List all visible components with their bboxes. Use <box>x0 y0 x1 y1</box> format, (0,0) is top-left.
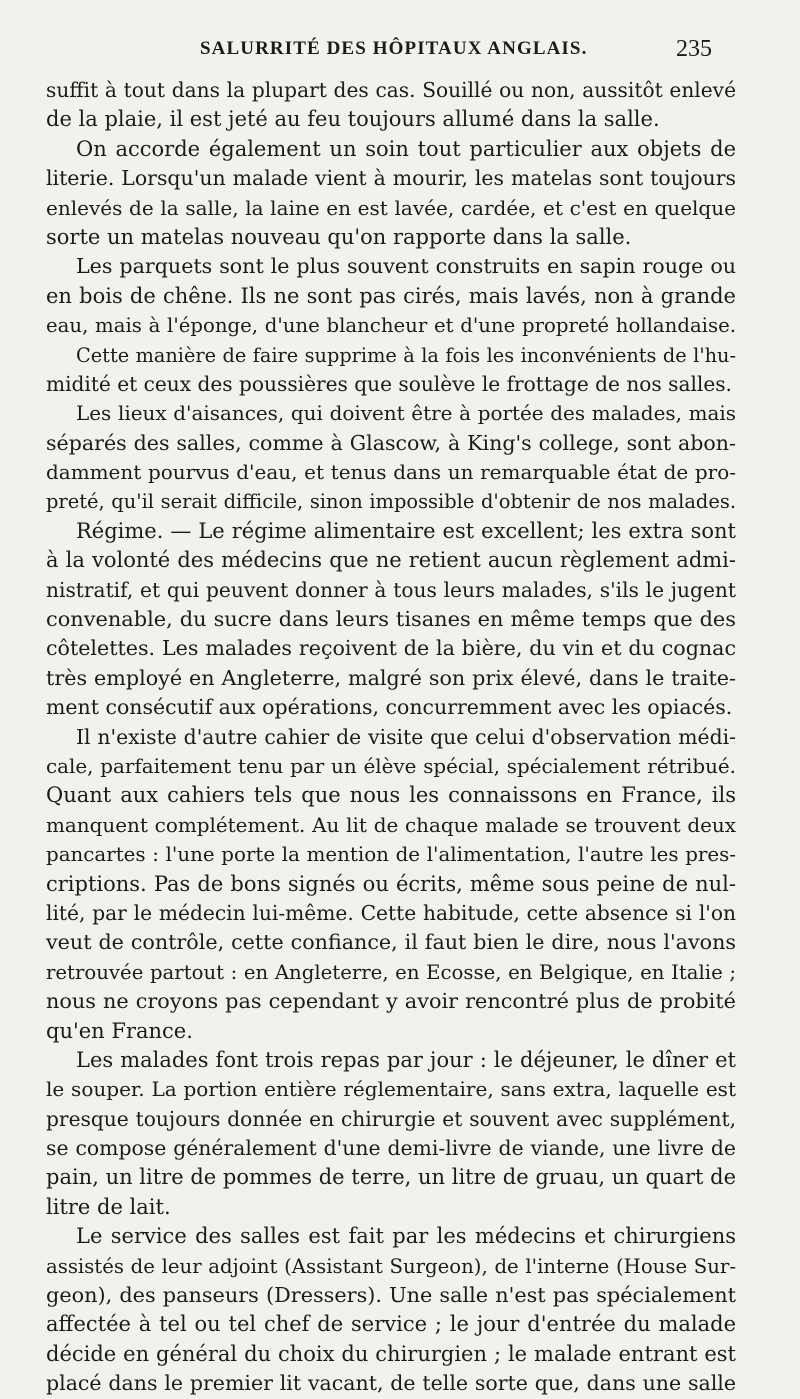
text-line: sorte un matelas nouveau qu'on rapporte dans la salle. <box>46 224 632 249</box>
text-line: preté, qu'il serait difficile, sinon impossible d'obtenir de nos malades. <box>46 490 736 514</box>
text-line: nistratif, et qui peuvent donner à tous leurs malades, s'ils le jugent <box>46 577 736 602</box>
text-line: à la volonté des médecins que ne retient aucun règlement admi- <box>46 548 736 573</box>
text-line: manquent complétement. Au lit de chaque malade se trouvent deux <box>46 812 736 837</box>
running-head: SALURRITÉ DES HÔPITAUX ANGLAIS. <box>200 38 588 59</box>
text-line: Cette manière de faire supprime à la fois les inconvénients de l'hu- <box>76 343 736 367</box>
text-line: enlevés de la salle, la laine en est lavée, cardée, et c'est en quelque <box>46 195 736 220</box>
text-line: côtelettes. Les malades reçoivent de la bière, du vin et du cognac <box>46 636 736 661</box>
text-line: affectée à tel ou tel chef de service ; le jour d'entrée du malade <box>46 1312 736 1337</box>
page-header <box>0 36 800 68</box>
text-line: ment consécutif aux opérations, concurremment avec les opiacés. <box>46 695 733 720</box>
text-line: séparés des salles, comme à Glascow, à King's college, sont abon- <box>46 430 736 455</box>
text-line: Régime. — Le régime alimentaire est excellent; les extra sont <box>76 518 736 543</box>
text-line: veut de contrôle, cette confiance, il faut bien le dire, nous l'avons <box>46 930 736 955</box>
text-line: suffit à tout dans la plupart des cas. Souillé ou non, aussitôt enlevé <box>46 78 736 102</box>
text-line: le souper. La portion entière réglementaire, sans extra, laquelle est <box>46 1077 736 1102</box>
text-line: convenable, du sucre dans leurs tisanes en même temps que des <box>46 607 736 632</box>
text-line: Les malades font trois repas par jour : le déjeuner, le dîner et <box>76 1047 736 1072</box>
page-number: 235 <box>676 36 712 62</box>
text-line: placé dans le premier lit vacant, de telle sorte que, dans une salle <box>46 1371 736 1396</box>
text-line: presque toujours donnée en chirurgie et souvent avec supplément, <box>46 1106 736 1131</box>
text-line: pain, un litre de pommes de terre, un litre de gruau, un quart de <box>46 1165 736 1190</box>
text-line: litre de lait. <box>46 1194 171 1219</box>
text-line: eau, mais à l'éponge, d'une blancheur et d'une propreté hollandaise. <box>46 314 736 338</box>
text-line: midité et ceux des poussières que soulève le frottage de nos salles. <box>46 371 732 396</box>
text-line: nous ne croyons pas cependant y avoir rencontré plus de probité <box>46 989 736 1014</box>
text-line: retrouvée partout : en Angleterre, en Ecosse, en Belgique, en Italie ; <box>46 960 736 984</box>
text-line: Quant aux cahiers tels que nous les connaissons en France, ils <box>46 783 736 808</box>
text-line: en bois de chêne. Ils ne sont pas cirés, mais lavés, non à grande <box>46 283 736 308</box>
text-line: damment pourvus d'eau, et tenus dans un remarquable état de pro- <box>46 460 736 485</box>
text-line: lité, par le médecin lui-même. Cette habitude, cette absence si l'on <box>46 900 736 925</box>
text-line: Les parquets sont le plus souvent construits en sapin rouge ou <box>76 254 736 279</box>
text-line: pancartes : l'une porte la mention de l'alimentation, l'autre les pres- <box>46 843 736 867</box>
text-line: décide en général du choix du chirurgien ; le malade entrant est <box>46 1341 736 1366</box>
text-line: literie. Lorsqu'un malade vient à mourir, les matelas sont toujours <box>46 166 736 191</box>
text-line: assistés de leur adjoint (Assistant Surgeon), de l'interne (House Sur- <box>46 1254 736 1278</box>
text-line: Il n'existe d'autre cahier de visite que celui d'observation médi- <box>76 724 736 749</box>
text-line: de la plaie, il est jeté au feu toujours allumé dans la salle. <box>46 107 660 132</box>
text-line: qu'en France. <box>46 1018 193 1043</box>
text-line: On accorde également un soin tout particulier aux objets de <box>76 136 736 161</box>
text-line: Le service des salles est fait par les médecins et chirurgiens <box>76 1224 736 1249</box>
text-line: geon), des panseurs (Dressers). Une salle n'est pas spécialement <box>46 1283 736 1308</box>
text-line: se compose généralement d'une demi-livre de viande, une livre de <box>46 1136 736 1161</box>
body-text <box>46 76 736 1399</box>
text-line: très employé en Angleterre, malgré son prix élevé, dans le traite- <box>46 665 736 690</box>
text-line: criptions. Pas de bons signés ou écrits, même sous peine de nul- <box>46 871 736 896</box>
text-line: cale, parfaitement tenu par un élève spécial, spécialement rétribué. <box>46 754 736 778</box>
text-line: Les lieux d'aisances, qui doivent être à portée des malades, mais <box>76 402 736 426</box>
